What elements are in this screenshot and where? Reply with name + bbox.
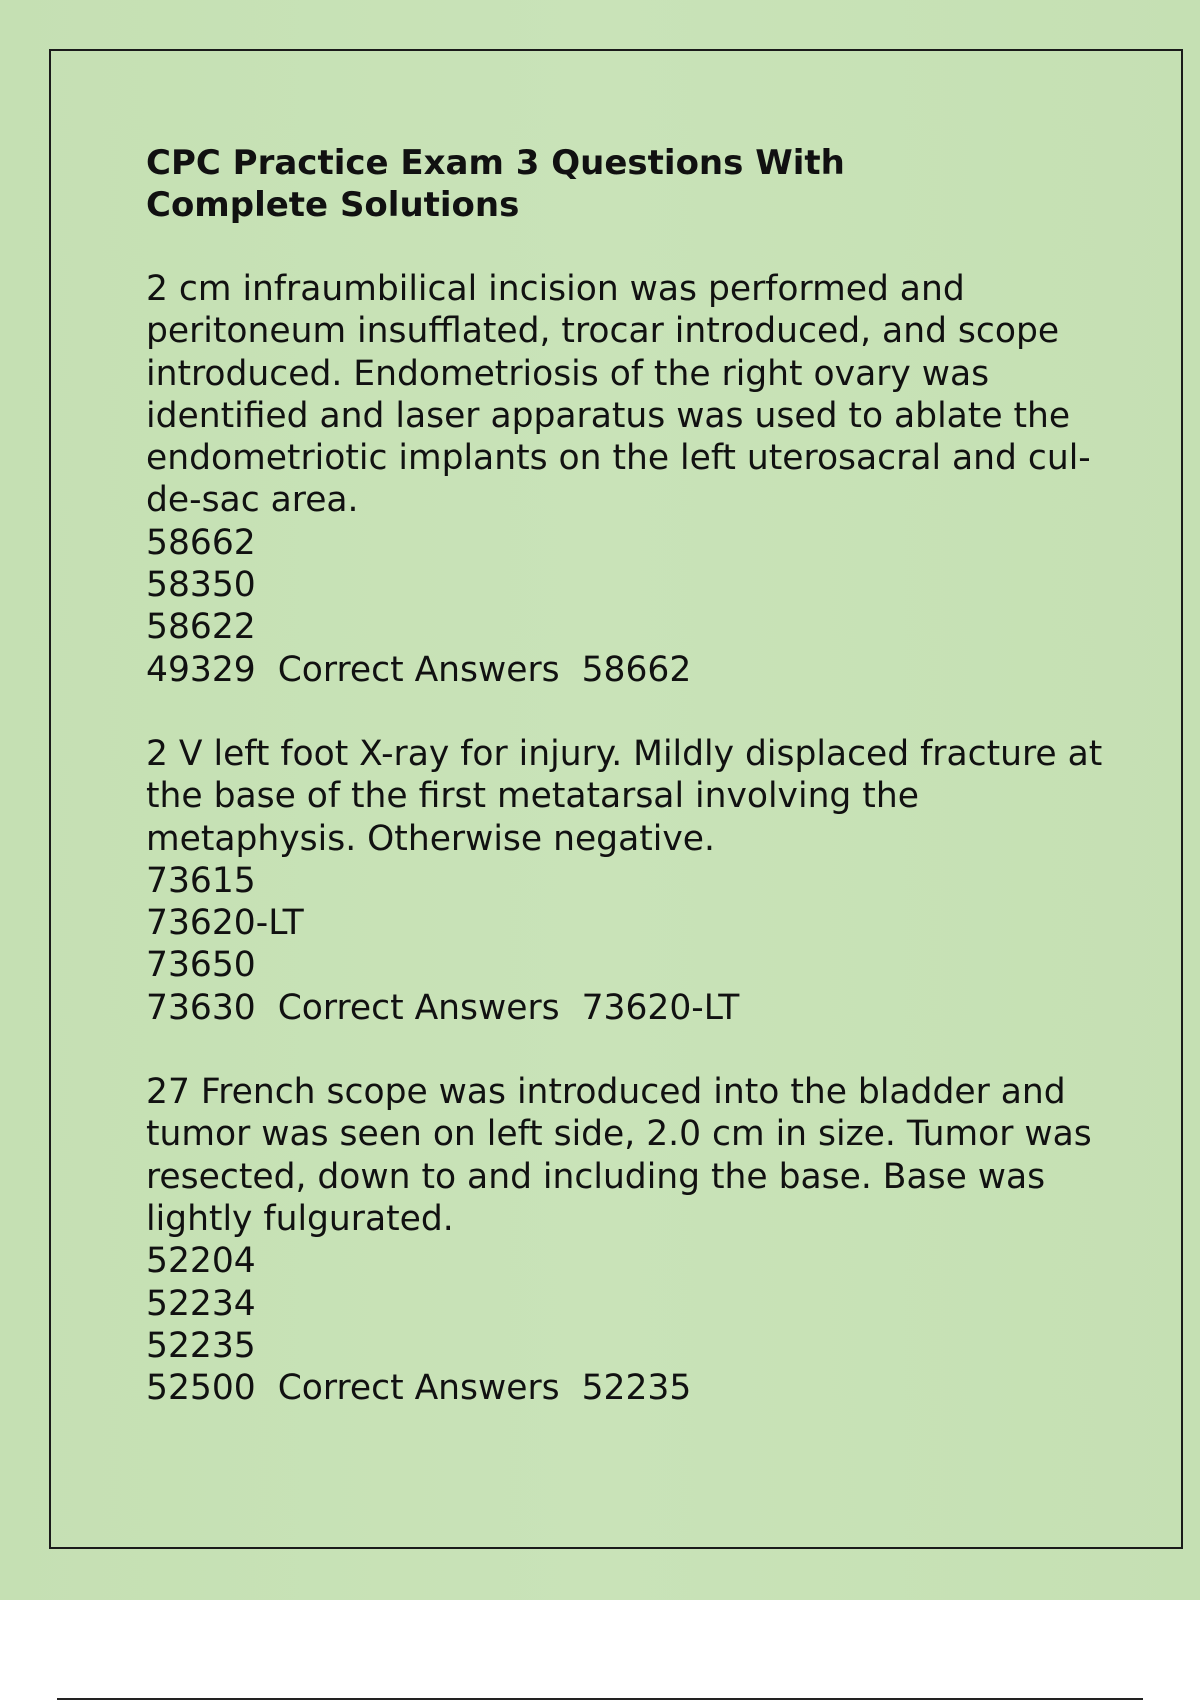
question-stem: 2 V left foot X-ray for injury. Mildly displaced fracture at the base of the first metatarsal involving the metaphysis. Otherwise negative. [146,733,1103,859]
last-option-with-answer [146,1367,1106,1409]
question-stem: 27 French scope was introduced into the bladder and tumor was seen on left side, 2.0 cm in size. Tumor was resected, down to and including the base. Base was lightly fulgurated. [146,1072,1092,1239]
answer-option: 52235 [146,1325,256,1366]
answer-option: 73620-LT [146,903,304,944]
question-3 [146,1071,1106,1409]
correct-answers-label: Correct Answers [277,1368,560,1409]
correct-answers-label: Correct Answers [277,987,560,1028]
answer-option: 73630 [146,987,256,1028]
document-title: CPC Practice Exam 3 Questions With Complete Solutions [146,143,845,225]
document-content [146,142,1106,1451]
answer-option: 52204 [146,1241,256,1282]
last-option-with-answer [146,649,1106,691]
answer-option: 52500 [146,1368,256,1409]
correct-answer-value: 73620-LT [581,987,740,1028]
answer-option: 73650 [146,945,256,986]
correct-answers-label: Correct Answers [277,649,560,690]
correct-answer-value: 58662 [581,649,692,690]
correct-answer-value: 52235 [581,1368,692,1409]
answer-option: 58622 [146,607,256,648]
question-stem: 2 cm infraumbilical incision was performed and peritoneum insufflated, trocar introduced, and scope introduced. Endometriosis of the right ovary was identified and laser apparatus was used to ablate the endometriotic implants on the left uterosacral and cul-de-sac area. [146,269,1091,521]
answer-option: 49329 [146,649,256,690]
answer-option: 58662 [146,522,256,563]
last-option-with-answer [146,987,1106,1029]
answer-option: 52234 [146,1283,256,1324]
question-2 [146,733,1106,1029]
answer-option: 58350 [146,565,256,606]
answer-option: 73615 [146,860,256,901]
question-1 [146,268,1106,691]
